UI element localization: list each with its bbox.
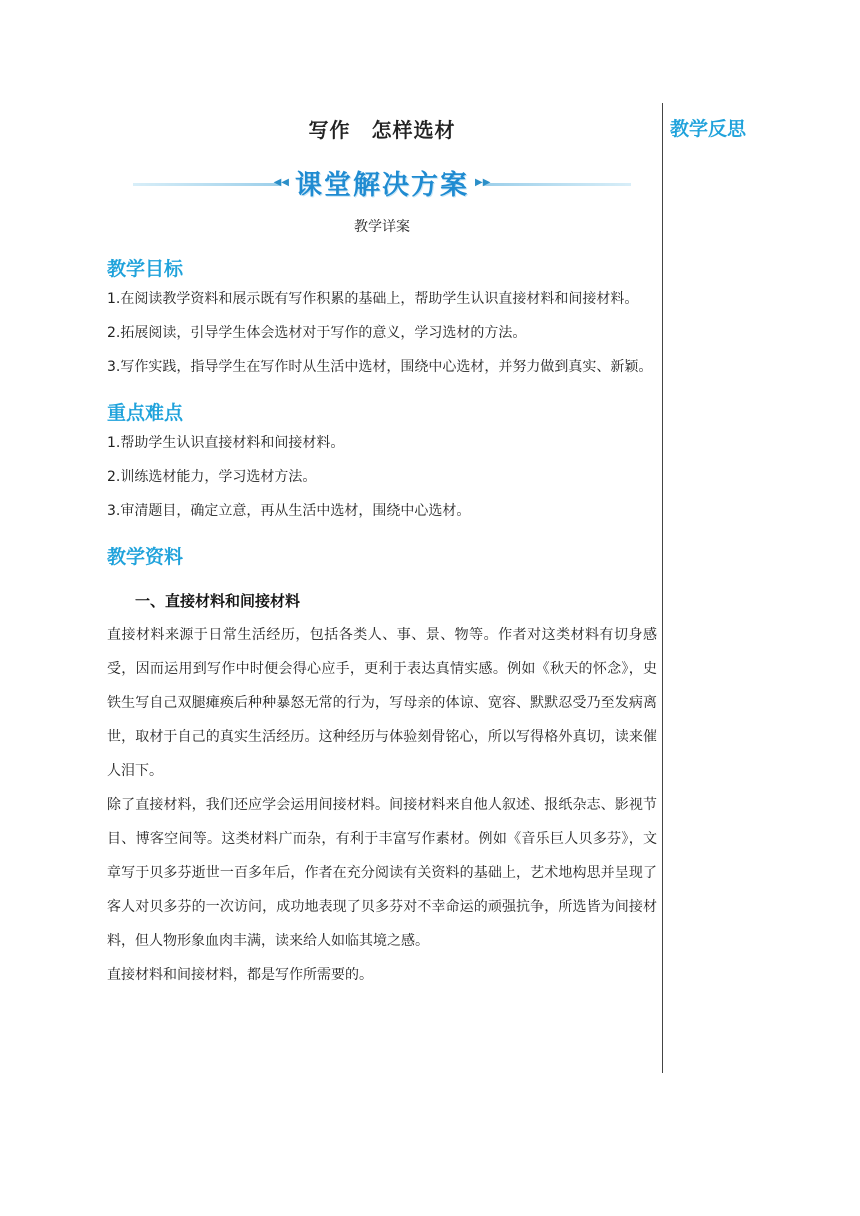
banner-title: 课堂解决方案 (295, 169, 469, 201)
materials-paragraph: 直接材料和间接材料，都是写作所需要的。 (107, 967, 373, 983)
arrow-right-icon: ▶▶ (475, 176, 491, 188)
column-divider (662, 103, 663, 1073)
section-heading-key-points: 重点难点 (107, 402, 184, 424)
key-point-item: 1.帮助学生认识直接材料和间接材料。 (107, 435, 345, 451)
sidebar-title: 教学反思 (670, 118, 747, 140)
goal-item: 1.在阅读教学资料和展示既有写作积累的基础上，帮助学生认识直接材料和间接材料。 (107, 291, 639, 307)
arrow-left-icon: ◀◀ (273, 176, 289, 188)
section-heading-materials: 教学资料 (107, 546, 184, 568)
section-banner (107, 156, 657, 208)
materials-paragraph: 直接材料来源于日常生活经历，包括各类人、事、景、物等。作者对这类材料有切身感受，因而运用到写作中时便会得心应手，更利于表达真情实感。例如《秋天的怀念》，史铁生写自己双腿瘫痪后种种暴怒无常的行为，写母亲的体谅、宽容、默默忍受乃至发病离世，取材于自己的真实生活经历。这种经历与体验刻骨铭心，所以写得格外真切，读来催人泪下。 (107, 627, 657, 779)
banner-left-line (133, 183, 281, 186)
materials-subheading: 一、直接材料和间接材料 (135, 592, 301, 610)
banner-right-line (483, 183, 631, 186)
section-heading-goals: 教学目标 (107, 258, 184, 280)
page-title: 写作 怎样选材 (308, 118, 456, 142)
key-point-item: 3.审清题目，确定立意，再从生活中选材，围绕中心选材。 (107, 503, 471, 519)
page-subtitle: 教学详案 (354, 219, 410, 235)
key-point-item: 2.训练选材能力，学习选材方法。 (107, 469, 317, 485)
main-column (107, 100, 657, 992)
goal-item: 3.写作实践，指导学生在写作时从生活中选材，围绕中心选材，并努力做到真实、新颖。 (107, 359, 653, 375)
goal-item: 2.拓展阅读，引导学生体会选材对于写作的意义，学习选材的方法。 (107, 325, 527, 341)
materials-paragraph: 除了直接材料，我们还应学会运用间接材料。间接材料来自他人叙述、报纸杂志、影视节目、博客空间等。这类材料广而杂，有利于丰富写作素材。例如《音乐巨人贝多芬》，文章写于贝多芬逝世一百多年后，作者在充分阅读有关资料的基础上，艺术地构思并呈现了客人对贝多芬的一次访问，成功地表现了贝多芬对不幸命运的顽强抗争，所选皆为间接材料，但人物形象血肉丰满，读来给人如临其境之感。 (107, 797, 657, 949)
